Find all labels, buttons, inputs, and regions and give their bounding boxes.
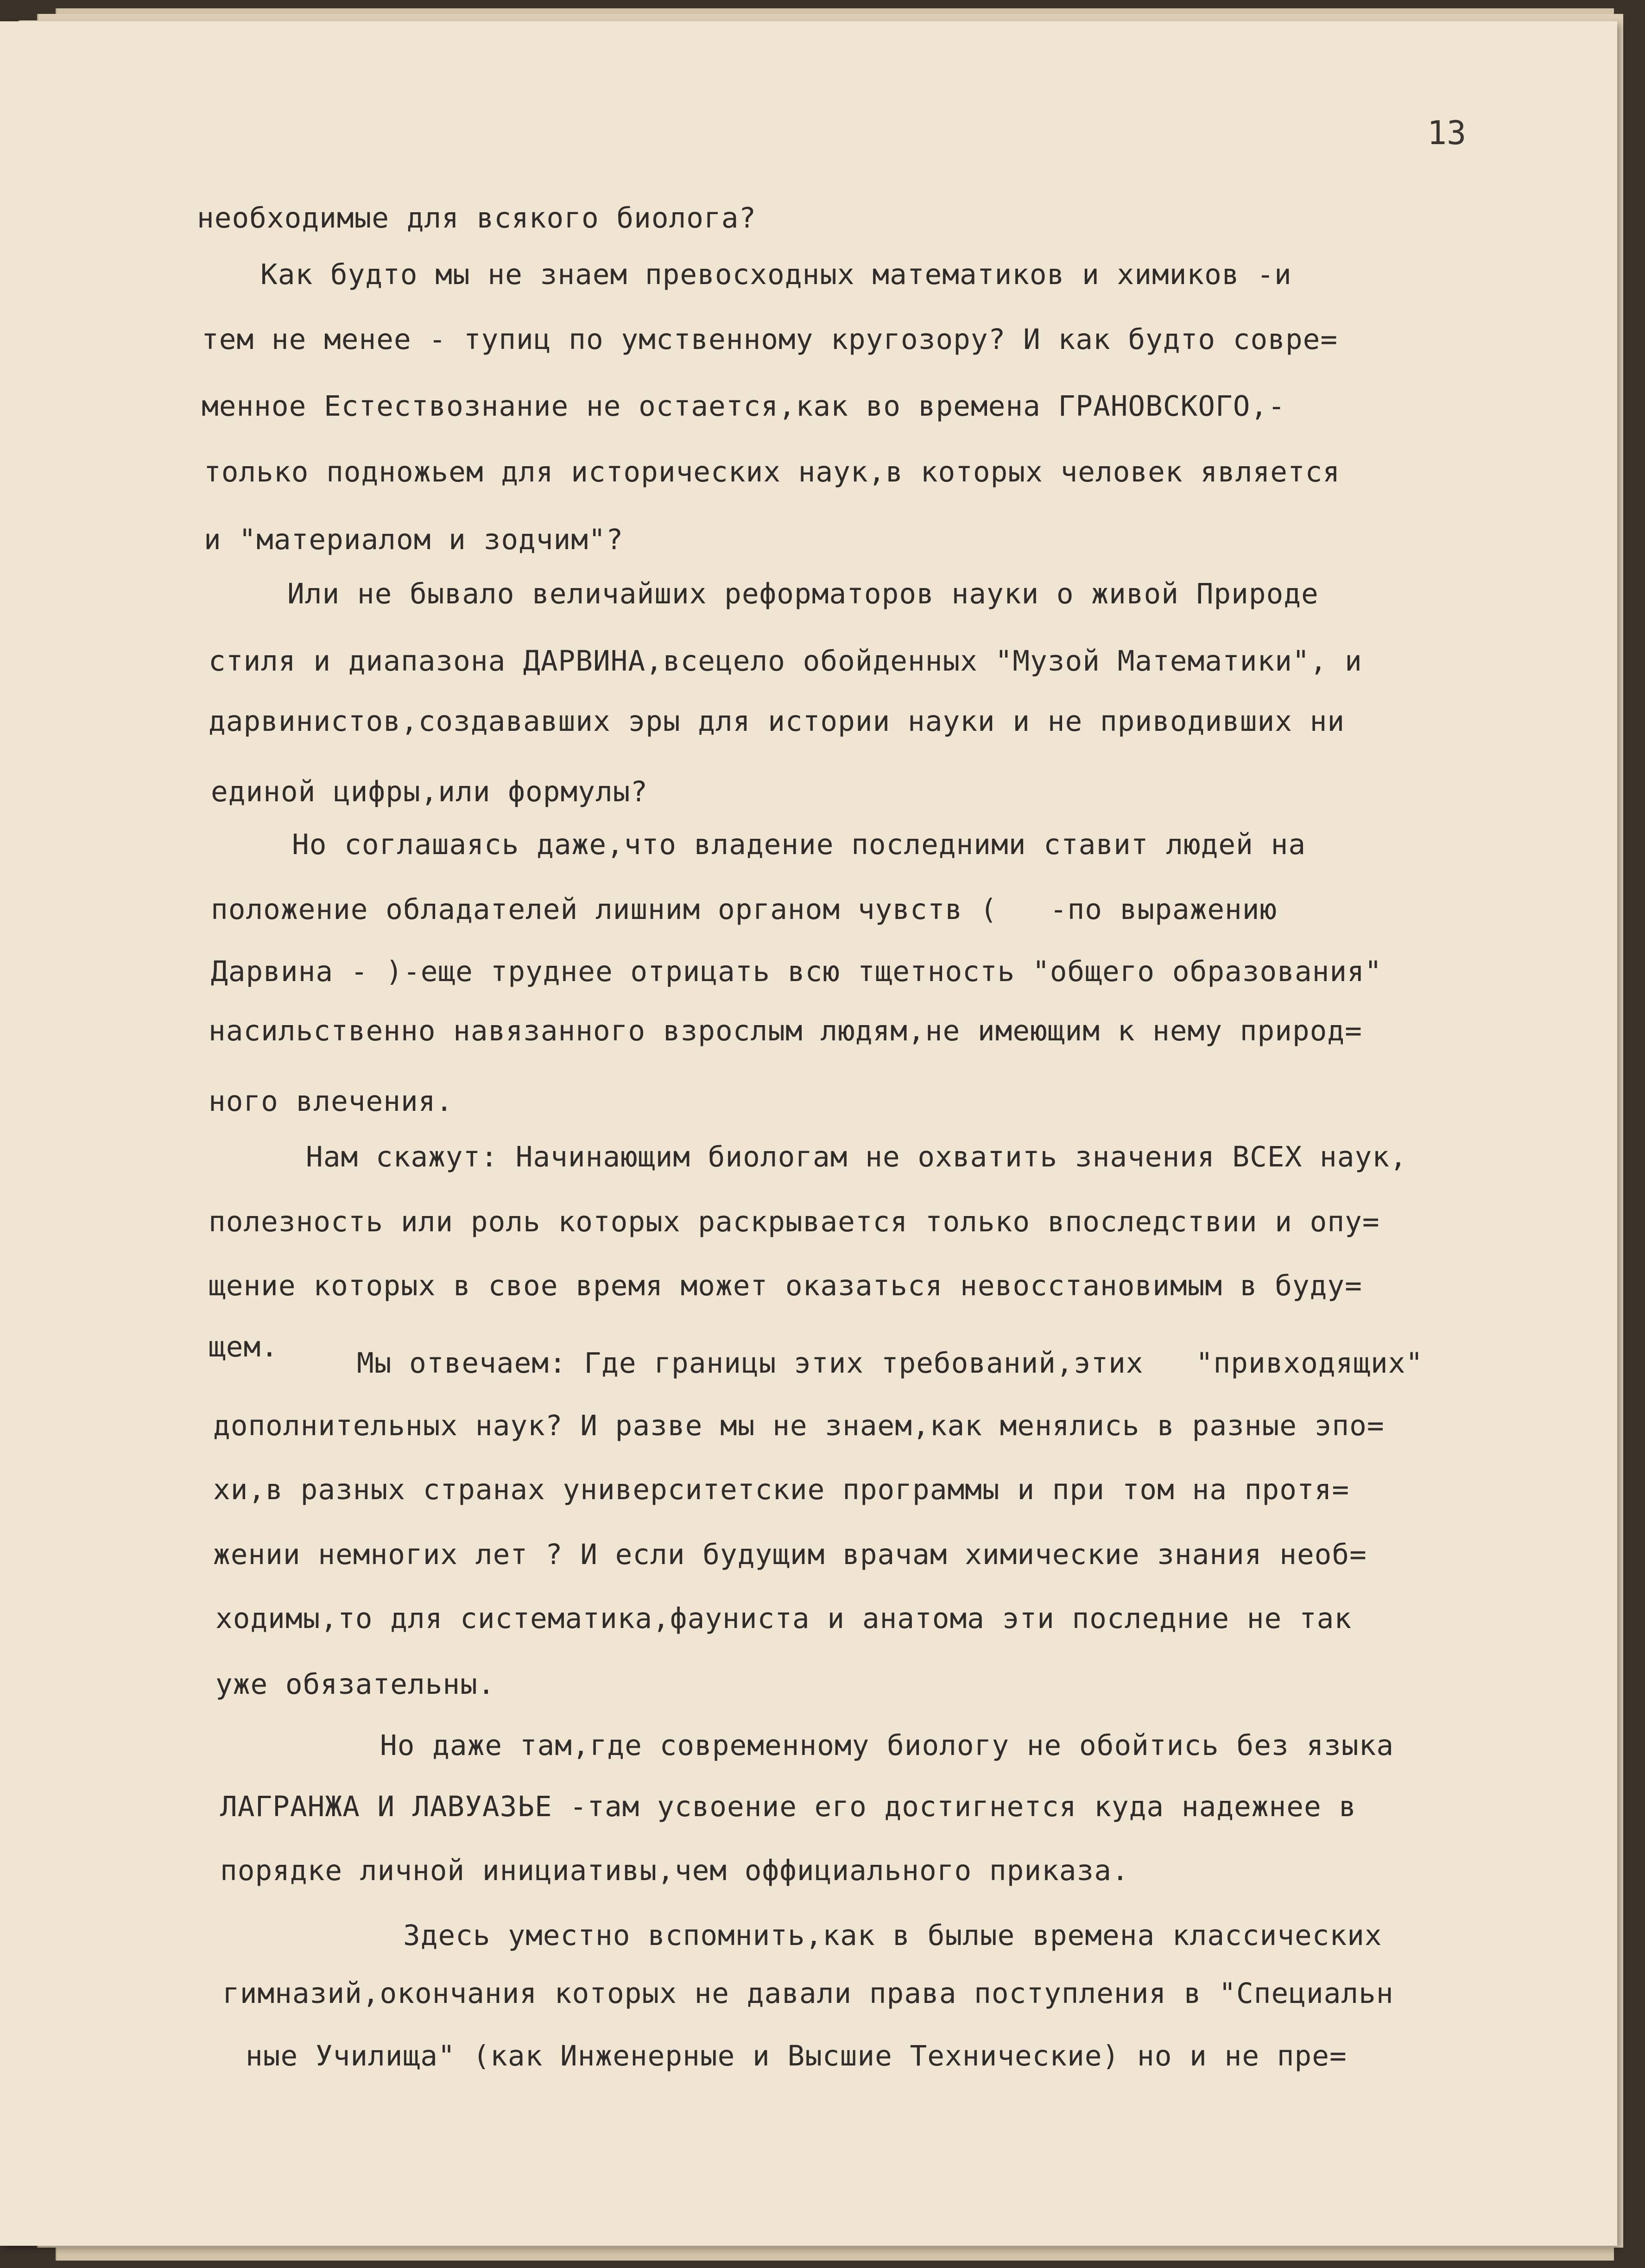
text-line: Мы отвечаем: Где границы этих требований,этих "привходящих" — [357, 1347, 1424, 1380]
text-line: насильственно навязанного взрослым людям,не имеющим к нему природ= — [209, 1014, 1362, 1047]
text-line: Дарвина - )-еще труднее отрицать всю тщетность "общего образования" — [211, 955, 1382, 988]
text-line: необходимые для всякого биолога? — [197, 202, 757, 234]
text-line: дарвинистов,создававших эры для истории науки и не приводивших ни — [209, 705, 1345, 738]
text-line: уже обязательны. — [215, 1668, 495, 1701]
text-line: единой цифры,или формулы? — [211, 775, 648, 808]
text-line: полезность или роль которых раскрывается только впоследствии и опу= — [209, 1205, 1380, 1238]
text-line: хи,в разных странах университетские программы и при том на протя= — [213, 1473, 1350, 1506]
text-line: стиля и диапазона ДАРВИНА,всецело обойденных "Музой Математики", и — [209, 645, 1362, 678]
text-line: Как будто мы не знаем превосходных математиков и химиков -и — [260, 258, 1292, 291]
text-line: менное Естествознание не остается,как во времена ГРАНОВСКОГО,- — [202, 390, 1285, 423]
text-line: Но соглашаясь даже,что владение последними ставит людей на — [292, 828, 1306, 861]
page-number: 13 — [1427, 114, 1467, 152]
text-line: Здесь уместно вспомнить,как в былые времена классических — [403, 1919, 1382, 1952]
text-line: Или не бывало величайших реформаторов науки о живой Природе — [287, 577, 1319, 610]
text-line: ходимы,то для систематика,фауниста и анатома эти последние не так — [215, 1602, 1352, 1635]
text-line: щение которых в свое время может оказаться невосстановимым в буду= — [209, 1269, 1362, 1302]
typewritten-page — [0, 21, 1617, 2246]
text-line: Нам скажут: Начинающим биологам не охватить значения ВСЕХ наук, — [306, 1140, 1407, 1173]
text-line: тем не менее - тупиц по умственному кругозору? И как будто совре= — [202, 323, 1338, 356]
text-line: порядке личной инициативы,чем оффициального приказа. — [220, 1854, 1129, 1887]
text-line: щем. — [209, 1330, 278, 1363]
text-line: положение обладателей лишним органом чувств ( -по выражению — [211, 893, 1278, 926]
text-line: и "материалом и зодчим"? — [204, 523, 624, 556]
text-line: гимназий,окончания которых не давали права поступления в "Специальн — [222, 1977, 1394, 2010]
text-line: ЛАГРАНЖА И ЛАВУАЗЬЕ -там усвоение его достигнется куда надежнее в — [220, 1790, 1357, 1823]
text-line: ного влечения. — [209, 1085, 454, 1118]
text-line: Но даже там,где современному биологу не обойтись без языка — [380, 1729, 1394, 1762]
text-line: ные Училища" (как Инженерные и Высшие Технические) но и не пре= — [246, 2040, 1347, 2072]
text-line: жении немногих лет ? И если будущим врачам химические знания необ= — [213, 1538, 1367, 1571]
text-line: дополнительных наук? И разве мы не знаем,как менялись в разные эпо= — [213, 1409, 1385, 1442]
text-line: только подножьем для исторических наук,в которых человек является — [204, 456, 1341, 488]
